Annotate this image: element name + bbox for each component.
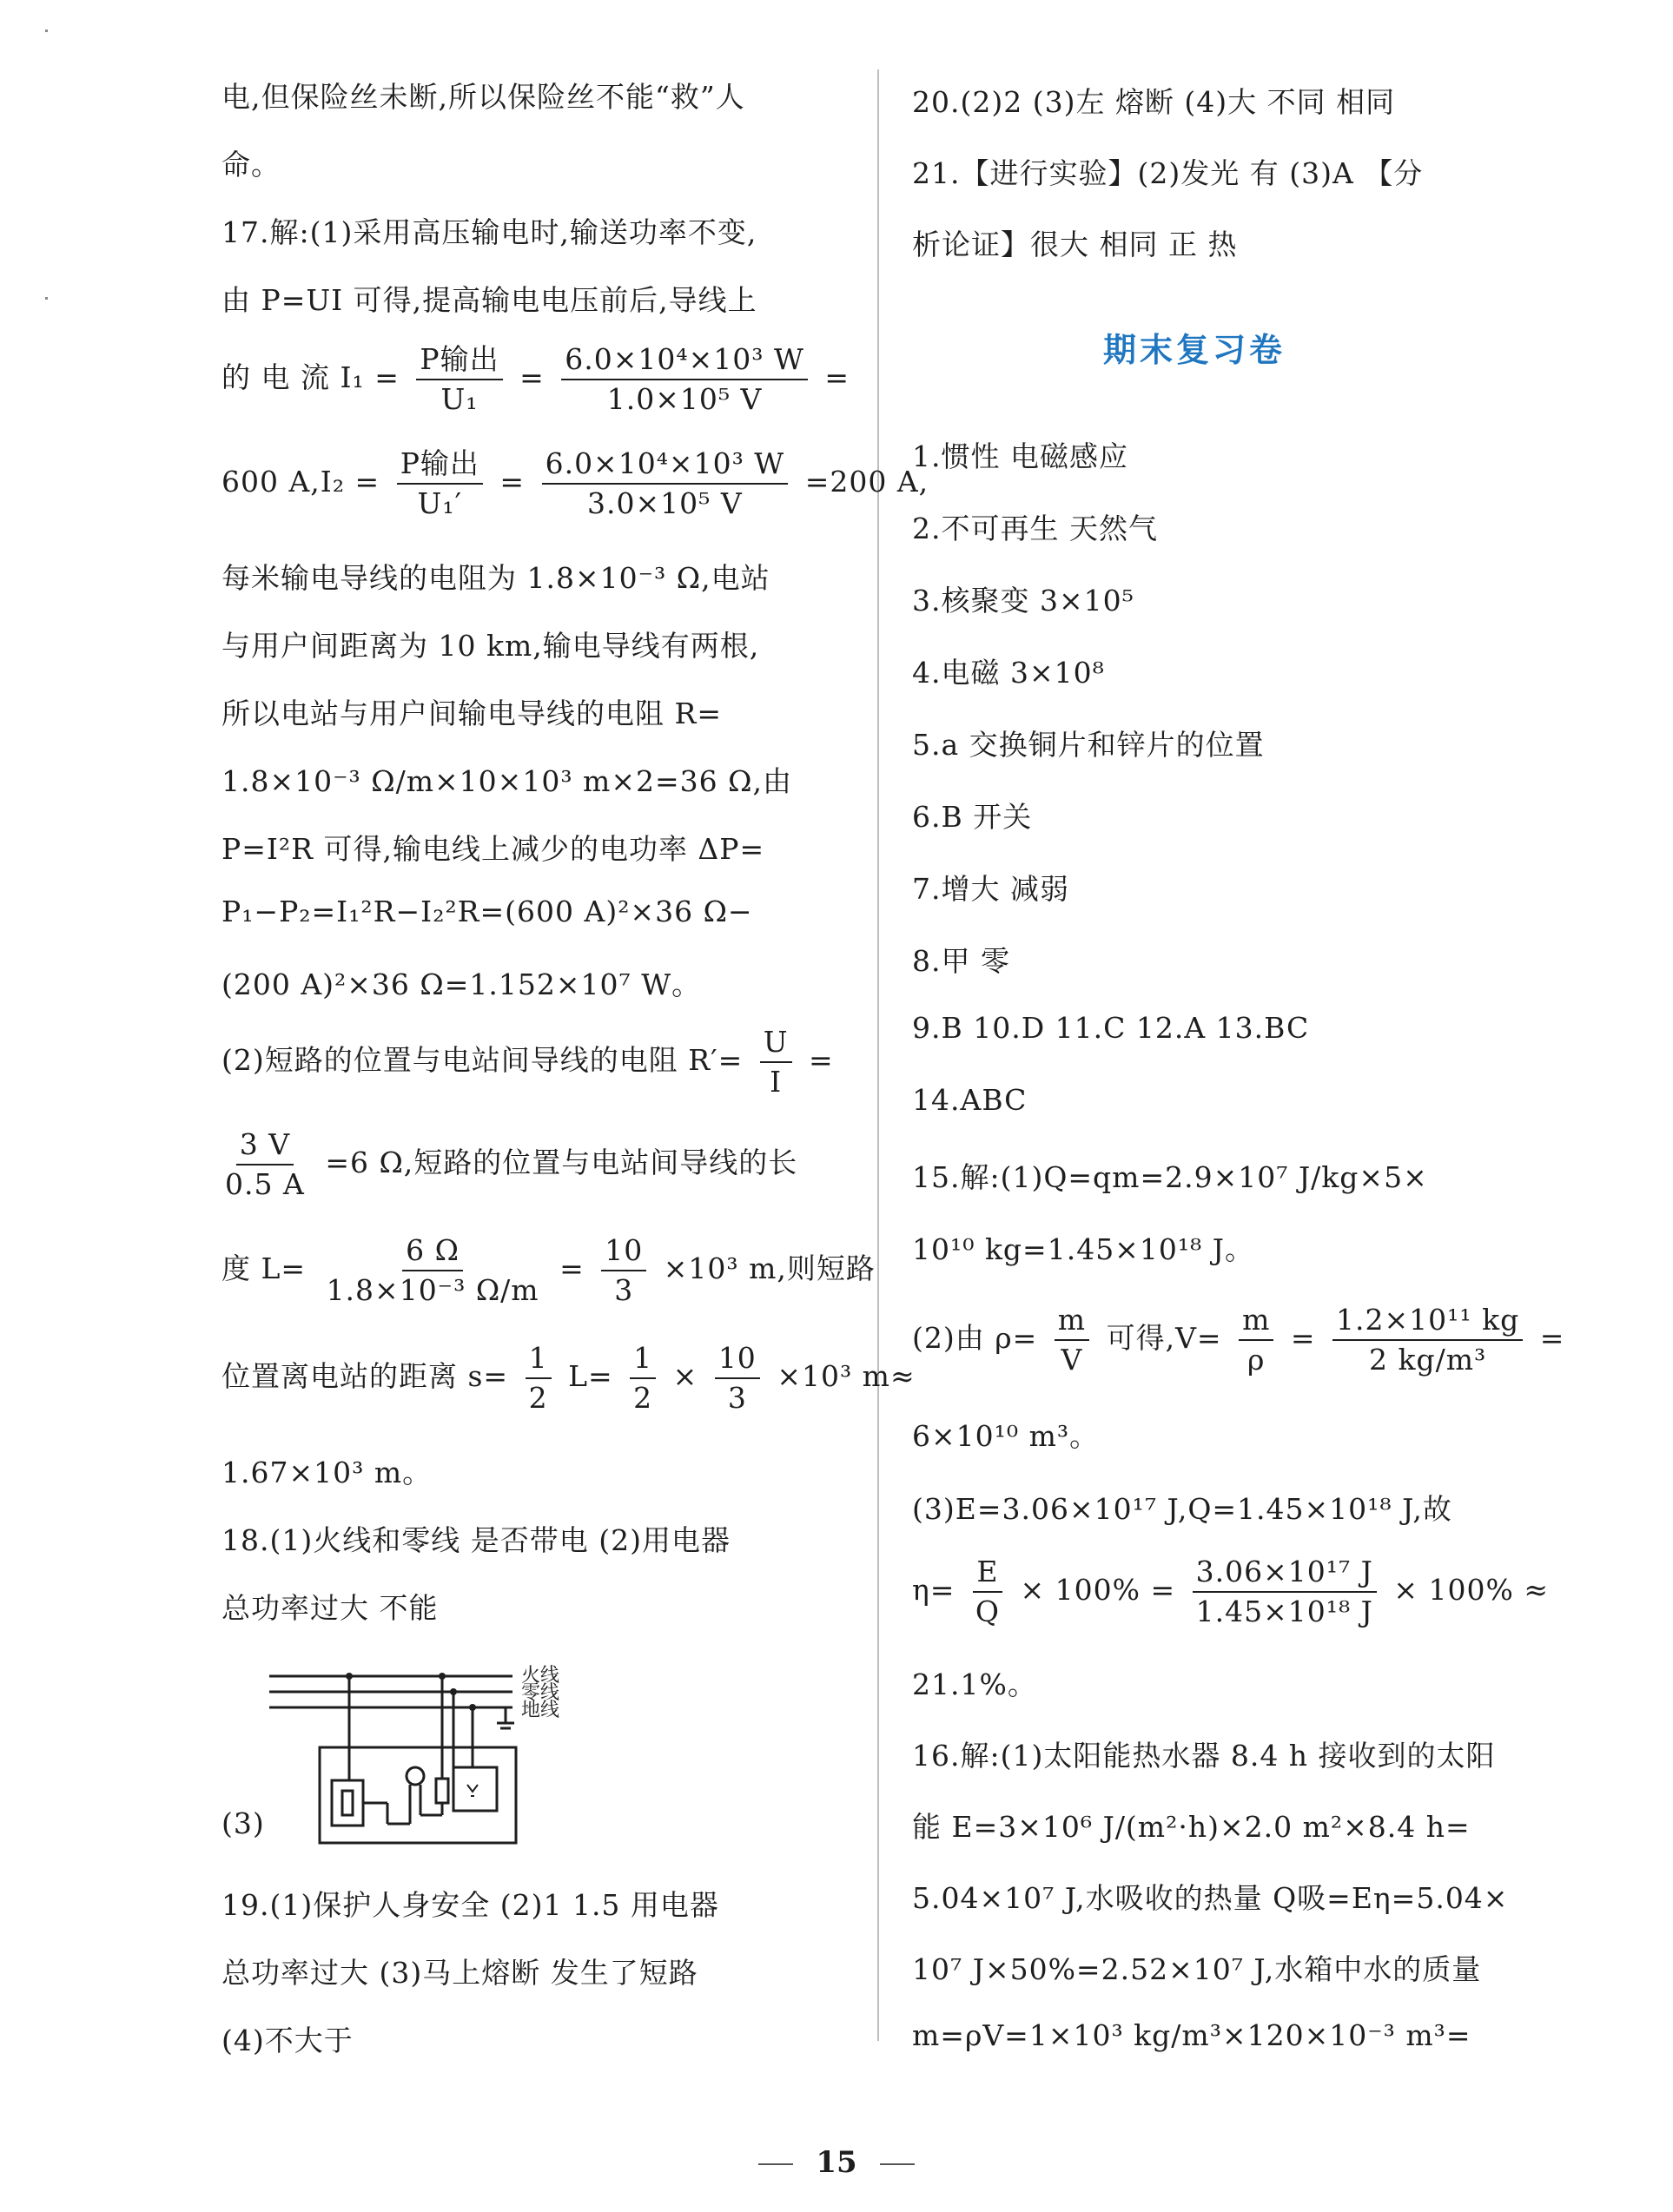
formula-text: 的 电 流 I₁ = <box>222 360 400 394</box>
numerator: 6.0×10⁴×10³ W <box>542 445 789 485</box>
text-line: P=I²R 可得,输电线上减少的电功率 ΔP= <box>222 832 765 866</box>
fraction <box>715 1339 760 1417</box>
formula-line <box>222 1023 834 1101</box>
section-heading: 期末复习卷 <box>1103 331 1286 369</box>
margin-mark <box>45 30 48 32</box>
numerator: 6.0×10⁴×10³ W <box>561 340 808 380</box>
formula-text: × 100% ≈ <box>1393 1573 1550 1607</box>
fraction <box>1332 1301 1523 1379</box>
junction-dot <box>346 1673 353 1680</box>
numerator: P输出 <box>416 340 502 380</box>
denominator: 1.0×10⁵ V <box>606 382 763 416</box>
denominator: V <box>1061 1343 1083 1377</box>
fraction <box>416 340 502 419</box>
numerator: 3 V <box>236 1126 294 1165</box>
text-line: (3) <box>222 1806 265 1840</box>
formula-text: = <box>809 1043 834 1077</box>
circuit-diagram <box>269 1650 582 1850</box>
formula-text: 600 A,I₂ = <box>222 465 380 499</box>
fraction <box>323 1231 543 1310</box>
formula-text: = <box>1290 1321 1316 1355</box>
answer-line: 3.核聚变 3×10⁵ <box>912 584 1134 617</box>
socket-symbol <box>467 1785 478 1796</box>
answer-line: 14.ABC <box>912 1083 1028 1117</box>
formula-text: L= <box>568 1359 613 1393</box>
numerator: 1 <box>630 1339 656 1379</box>
fraction <box>561 340 808 419</box>
formula-text: ×10³ m,则短路 <box>663 1251 876 1285</box>
fraction <box>526 1339 552 1417</box>
answer-line: 6.B 开关 <box>912 800 1033 834</box>
fraction <box>601 1231 646 1310</box>
answer-line: 10¹⁰ kg=1.45×10¹⁸ J。 <box>912 1232 1255 1266</box>
text-line: 析论证】很大 相同 正 热 <box>912 228 1238 261</box>
numerator: m <box>1055 1301 1089 1341</box>
fraction <box>630 1339 656 1417</box>
denominator: Q <box>975 1595 1000 1628</box>
footer-dash <box>880 2163 915 2165</box>
text-line: 总功率过大 (3)马上熔断 发生了短路 <box>222 1956 698 1990</box>
footer-dash <box>758 2163 793 2165</box>
formula-text: (2)由 ρ= <box>912 1321 1038 1355</box>
page-number: 15 <box>816 2145 857 2180</box>
text-line: 1.8×10⁻³ Ω/m×10×10³ m×2=36 Ω,由 <box>222 764 792 798</box>
junction-dot <box>439 1673 446 1680</box>
numerator: 1 <box>526 1339 552 1379</box>
text-line: 电,但保险丝未断,所以保险丝不能“救”人 <box>222 80 745 114</box>
text-line: 命。 <box>222 148 281 182</box>
formula-text: (2)短路的位置与电站间导线的电阻 R′= <box>222 1043 744 1077</box>
text-line: 19.(1)保护人身安全 (2)1 1.5 用电器 <box>222 1888 719 1922</box>
denominator: ρ <box>1247 1343 1266 1377</box>
text-line: 17.解:(1)采用高压输电时,输送功率不变, <box>222 215 757 249</box>
formula-text: = <box>519 360 545 394</box>
fraction <box>972 1553 1003 1631</box>
answer-line: 21.1%。 <box>912 1667 1037 1701</box>
answer-line: 16.解:(1)太阳能热水器 8.4 h 接收到的太阳 <box>912 1739 1496 1773</box>
numerator: m <box>1239 1301 1273 1341</box>
formula-text: = <box>824 360 850 394</box>
fraction <box>1239 1301 1273 1379</box>
formula-text: ×10³ m≈ <box>777 1359 916 1393</box>
answer-line: 9.B 10.D 11.C 12.A 13.BC <box>912 1011 1310 1045</box>
lamp-bulb <box>407 1767 424 1785</box>
text-line: 与用户间距离为 10 km,输电导线有两根, <box>222 629 760 663</box>
formula-text: = <box>1539 1321 1565 1355</box>
formula-line <box>912 1301 1564 1379</box>
text-line: 21.【进行实验】(2)发光 有 (3)A 【分 <box>912 156 1424 190</box>
denominator: 3 <box>614 1273 634 1307</box>
answer-line: (3)E=3.06×10¹⁷ J,Q=1.45×10¹⁸ J,故 <box>912 1492 1452 1526</box>
answer-line: 2.不可再生 天然气 <box>912 512 1158 545</box>
fraction <box>1055 1301 1089 1379</box>
formula-text: η= <box>912 1573 956 1607</box>
switch-inner <box>342 1791 353 1815</box>
text-line: (4)不大于 <box>222 2024 354 2057</box>
denominator: 1.8×10⁻³ Ω/m <box>326 1273 539 1307</box>
answer-line: 1.惯性 电磁感应 <box>912 439 1128 473</box>
text-line: 每米输电导线的电阻为 1.8×10⁻³ Ω,电站 <box>222 561 770 595</box>
switch-box <box>332 1780 363 1826</box>
answer-line: 8.甲 零 <box>912 944 1010 978</box>
fraction <box>760 1023 792 1101</box>
denominator: 2 <box>633 1381 653 1415</box>
formula-line <box>222 340 850 419</box>
text-line: 20.(2)2 (3)左 熔断 (4)大 不同 相同 <box>912 85 1396 119</box>
fraction <box>397 445 483 523</box>
numerator: 10 <box>715 1339 760 1379</box>
answer-line: 4.电磁 3×10⁸ <box>912 656 1105 690</box>
denominator: 0.5 A <box>225 1167 305 1201</box>
text-line: 总功率过大 不能 <box>222 1591 439 1625</box>
formula-line: 度 L= $\frac{6 \Omega}{\text{1.8×10⁻³ Ω/m}}$ = $\frac{10}{3}$ ×10³ m,则短路 <box>222 1231 876 1310</box>
margin-mark <box>45 297 48 300</box>
formula-text: 度 L= <box>222 1251 307 1285</box>
formula-text: =6 Ω,短路的位置与电站间导线的长 <box>325 1146 798 1179</box>
formula-line <box>222 1126 797 1204</box>
denominator: 3 <box>727 1381 747 1415</box>
answer-line: 10⁷ J×50%=2.52×10⁷ J,水箱中水的质量 <box>912 1952 1482 1986</box>
numerator: 10 <box>601 1231 646 1271</box>
formula-line: 位置离电站的距离 s= $\frac{1}{2}$ L= $\frac{1}{2}$ × $\frac{10}{3}$ ×10³ m≈ <box>222 1339 916 1417</box>
formula-line <box>912 1553 1549 1631</box>
formula-line: 600 A,I₂ = $\frac{\text{P输出}}{\text{U₁′}}$ = $\frac{\text{6.0×10⁴×10³ W}}{\text{3.0×10⁵ V}}$ =200 A, <box>222 445 929 523</box>
text-line: (200 A)²×36 Ω=1.152×10⁷ W。 <box>222 967 702 1001</box>
numerator: 6 Ω <box>402 1231 463 1271</box>
junction-dot <box>450 1688 457 1695</box>
text-line: 所以电站与用户间输电导线的电阻 R= <box>222 697 722 730</box>
text-line: 1.67×10³ m。 <box>222 1456 433 1489</box>
text-line: 18.(1)火线和零线 是否带电 (2)用电器 <box>222 1523 731 1557</box>
answer-line: 5.04×10⁷ J,水吸收的热量 Q吸=Eη=5.04× <box>912 1881 1509 1915</box>
denominator: 2 <box>528 1381 548 1415</box>
denominator: U₁ <box>440 382 479 416</box>
answer-line: 5.a 交换铜片和锌片的位置 <box>912 728 1265 762</box>
formula-text: 可得,V= <box>1106 1321 1222 1355</box>
formula-text: =200 A, <box>804 465 929 499</box>
formula-text: 位置离电站的距离 s= <box>222 1359 509 1393</box>
numerator: E <box>973 1553 1002 1593</box>
fraction <box>222 1126 308 1204</box>
denominator: I <box>770 1065 783 1099</box>
text-line: 由 P=UI 可得,提高输电电压前后,导线上 <box>222 283 757 317</box>
answer-line: 15.解:(1)Q=qm=2.9×10⁷ J/kg×5× <box>912 1160 1428 1194</box>
numerator: 3.06×10¹⁷ J <box>1193 1553 1377 1593</box>
answer-line: 能 E=3×10⁶ J/(m²·h)×2.0 m²×8.4 h= <box>912 1810 1471 1844</box>
formula-text: × 100% = <box>1020 1573 1176 1607</box>
column-divider <box>877 69 879 2041</box>
junction-dot <box>469 1704 476 1711</box>
denominator: U₁′ <box>417 486 463 520</box>
answer-line: 7.增大 减弱 <box>912 872 1069 906</box>
fraction <box>1193 1553 1377 1631</box>
fuse <box>436 1779 448 1803</box>
numerator: 1.2×10¹¹ kg <box>1332 1301 1523 1341</box>
fraction <box>542 445 789 523</box>
circuit-label: 零线 <box>521 1682 560 1704</box>
numerator: U <box>760 1023 792 1063</box>
denominator: 2 kg/m³ <box>1369 1343 1487 1377</box>
answer-line: m=ρV=1×10³ kg/m³×120×10⁻³ m³= <box>912 2018 1471 2052</box>
denominator: 1.45×10¹⁸ J <box>1195 1595 1373 1628</box>
circuit-label: 地线 <box>521 1700 560 1721</box>
text-line: P₁−P₂=I₁²R−I₂²R=(600 A)²×36 Ω− <box>222 895 753 928</box>
circuit-label: 火线 <box>521 1665 560 1687</box>
numerator: P输出 <box>397 445 483 485</box>
answer-line: 6×10¹⁰ m³。 <box>912 1419 1100 1453</box>
denominator: 3.0×10⁵ V <box>587 486 743 520</box>
page-footer <box>0 2145 1673 2180</box>
